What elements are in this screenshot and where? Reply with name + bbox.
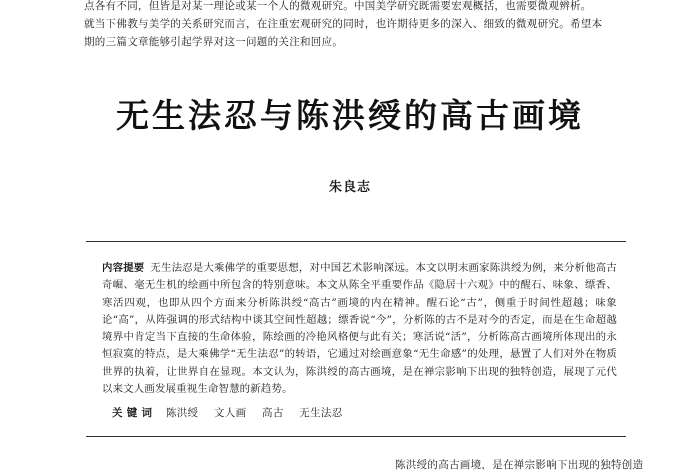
- article-title: 无生法忍与陈洪绶的高古画境: [116, 96, 584, 135]
- abstract-text: 无生法忍是大乘佛学的重要思想，对中国艺术影响深远。本文以明末画家陈洪绶为例，来分析他高古奇崛、毫无生机的绘画中所包含的特别意味。本文从陈全平重要作品《隐居十六观》中的醒石、味象、缥香、寒活四观，也即从四个方面来分析陈洪绶“高古”画境的内在精神。醒石论“古”，侧重于时间性超越；味象论“高”，从阵强调的形式结构中谈其空间性超越；缥香说“今”，分析陈的古不是对今的否定，而是在生命超越境界中肯定当下直接的生命体验，陈绘画的冷艳风格便与此有关；寒活说“活”，分析陈高古画境所体现出的永恒寂寞的特点，是大乘佛学“无生法忍”的转语，它通过对绘画意象“无生命感”的处理，悬置了人们对外在物质世界的执着，让世界自在显现。本文认为，陈洪绶的高古画境，是在禅宗影响下出现的独特创造，展现了元代以来文人画发展重视生命智慧的新趋势。: [102, 262, 617, 396]
- intro-line: 期的三篇文章能够引起学界对这一问题的关注和回应。: [84, 36, 344, 48]
- body-text-fragment: 陈洪绶的高古画境，是在禅宗影响下出现的独特创造: [395, 459, 644, 470]
- abstract-label: 内容提要: [102, 262, 145, 274]
- keyword-item: 陈洪绶: [165, 407, 199, 419]
- intro-line: 点各有不同，但皆是对某一理论或某一个人的微观研究。中国美学研究既需要宏观概括，也需要微观辨析。: [84, 0, 592, 12]
- keyword-item: 高古: [262, 407, 284, 419]
- keyword-item: 无生法忍: [299, 407, 343, 419]
- body-text-fragment-clip: [395, 459, 700, 470]
- abstract-block: [102, 260, 617, 398]
- keywords-row: [112, 405, 612, 420]
- keywords-label: 关 键 词: [112, 407, 153, 419]
- intro-line: 就当下佛教与美学的关系研究而言，在注重宏观研究的同时，也许期待更多的深入、细致的微观研究。希望本: [84, 18, 603, 30]
- keyword-item: 文人画: [214, 407, 247, 419]
- article-author: 朱良志: [328, 180, 371, 195]
- abstract-bottom-rule: [86, 436, 626, 437]
- intro-paragraph: [84, 0, 644, 51]
- abstract-top-rule: [86, 241, 626, 242]
